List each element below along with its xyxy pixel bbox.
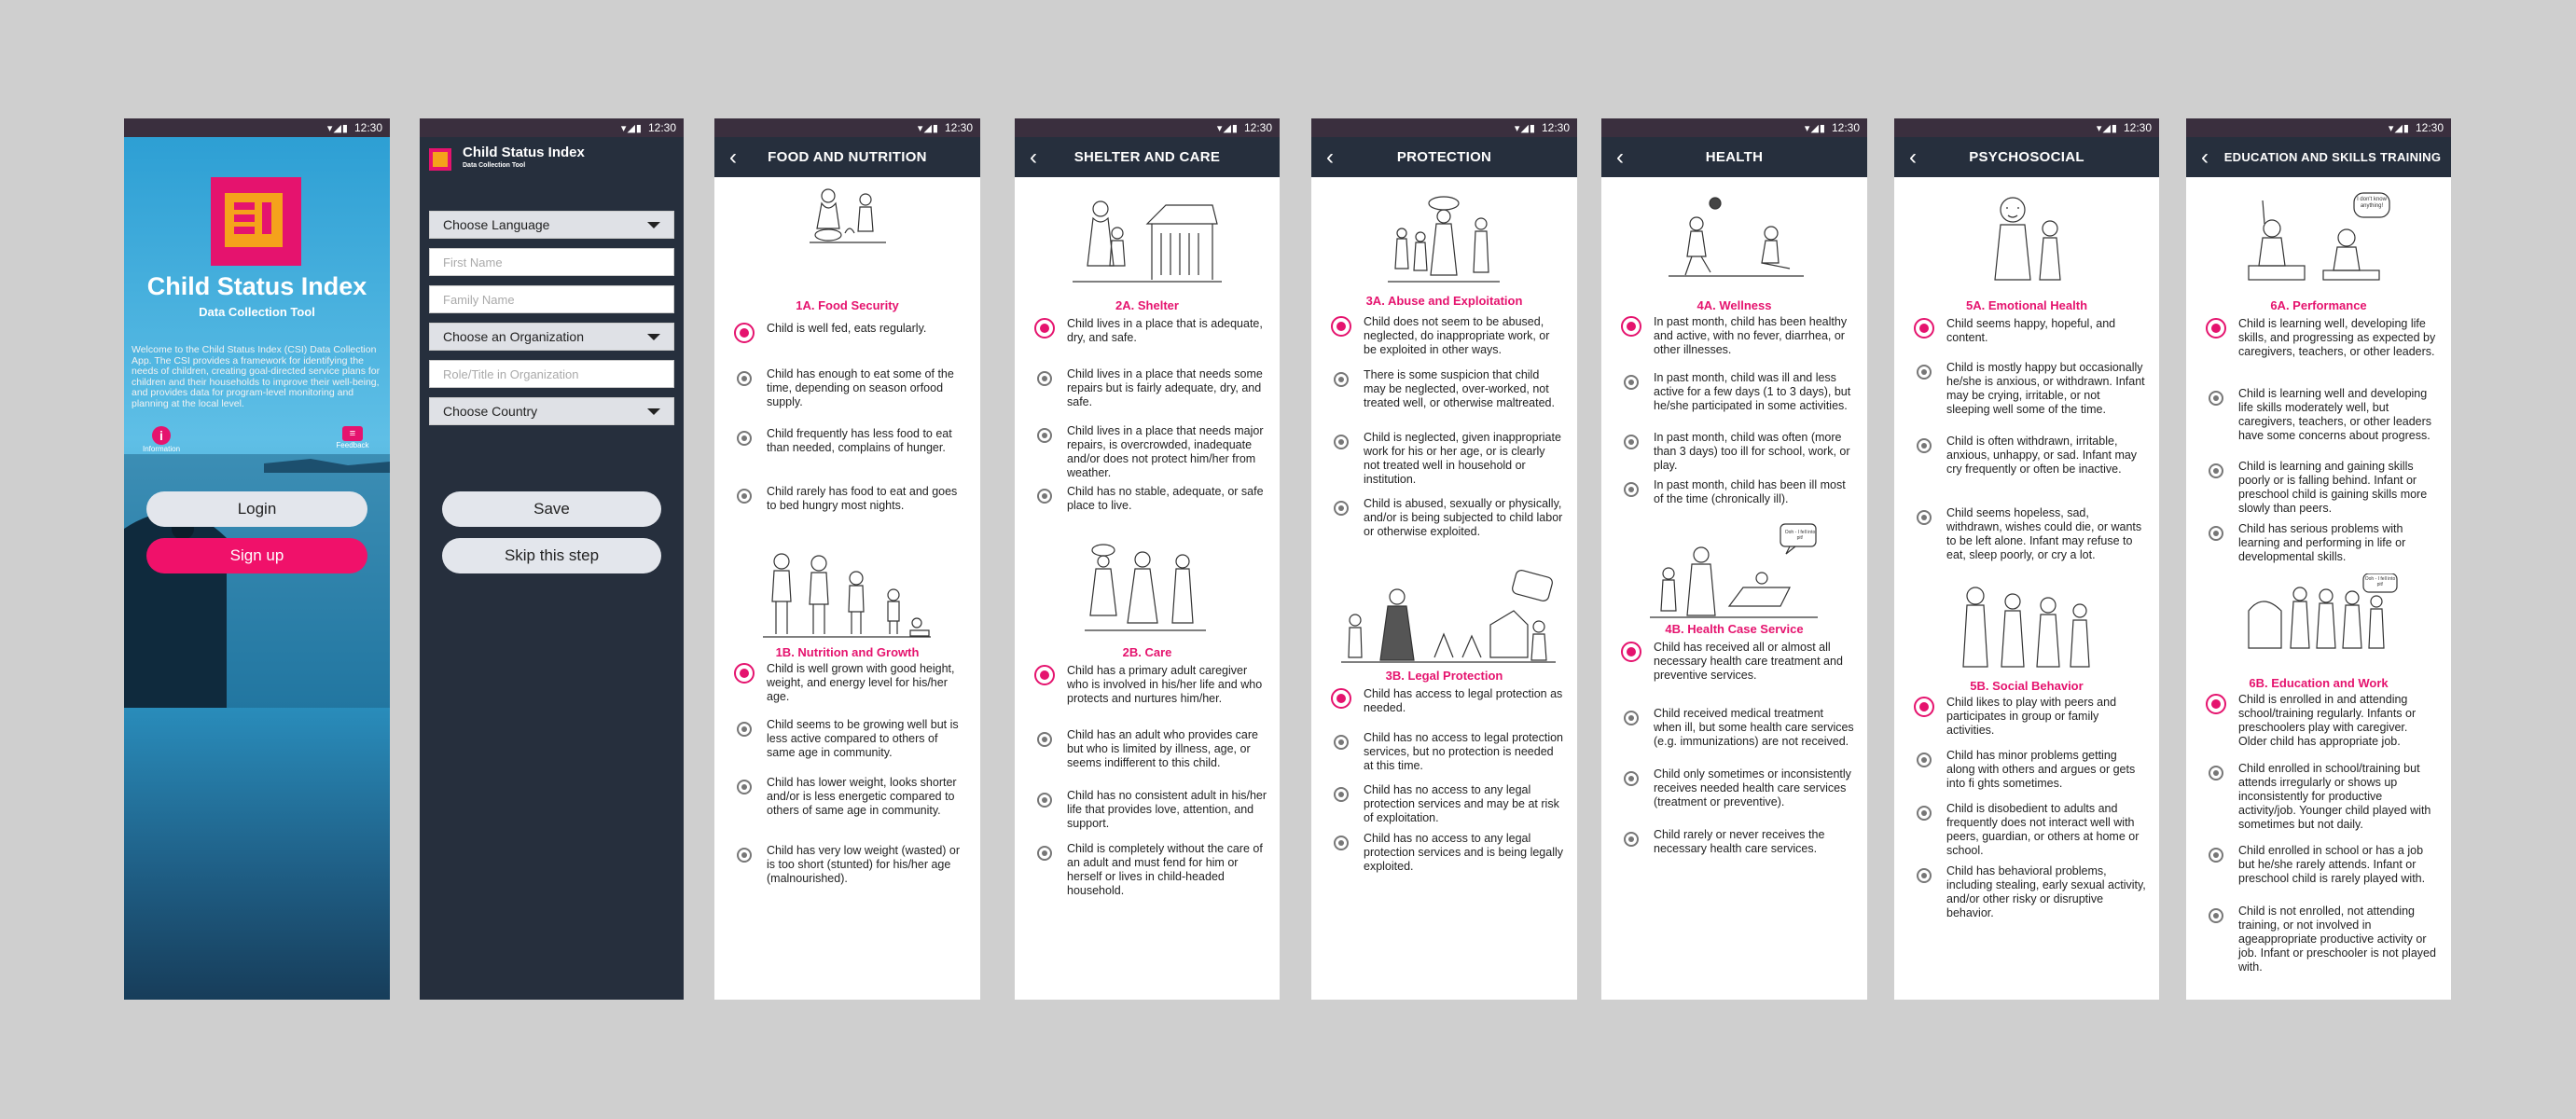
radio-selected[interactable]: [1914, 697, 1934, 717]
option-row[interactable]: In past month, child has been ill most of the time (chronically ill).: [1624, 478, 1854, 506]
option-row[interactable]: Child has an adult who provides care but who is limited by illness, age, or seems indifferent to this child.: [1037, 728, 1267, 770]
option-row[interactable]: Child seems hopeless, sad, withdrawn, wishes could die, or wants to be left alone. Infant may refuse to eat, sleep poorly, or cry a lot.: [1917, 506, 2146, 562]
intro-text: Welcome to the Child Status Index (CSI) Data Collection App. The CSI provides a framework for identifying the needs of children, creating goal-directed service plans for children and their households to improve their well-being, and provides data for program-level monitoring and planning at the local level.: [132, 344, 381, 409]
option-row[interactable]: Child has behavioral problems, including stealing, early sexual activity, and/or other risky or disruptive behavior.: [1917, 864, 2146, 920]
option-row[interactable]: In past month, child was often (more than 3 days) too ill for school, work, or play.: [1624, 431, 1854, 473]
nutrition-growth-illustration: [763, 550, 931, 639]
option-row[interactable]: Child has minor problems getting along with others and argues or gets into fi ghts sometimes.: [1917, 749, 2146, 791]
radio[interactable]: [1334, 435, 1349, 449]
chevron-down-icon: [647, 222, 660, 228]
feedback-button[interactable]: ≡ Feedback: [336, 428, 369, 449]
radio-selected[interactable]: [734, 323, 755, 343]
care-illustration: [1085, 541, 1206, 634]
radio-selected[interactable]: [1034, 665, 1055, 685]
radio[interactable]: [737, 848, 752, 863]
option-row[interactable]: Child is learning and gaining skills poorly or is falling behind. Infant or preschool child is gaining skills more slowly than peers.: [2209, 460, 2438, 516]
option-row[interactable]: Child has no access to any legal protection services and may be at risk of exploitation.: [1334, 783, 1564, 825]
signal-icons: ▾◢▮: [620, 122, 643, 134]
country-select[interactable]: Choose Country: [429, 397, 674, 425]
protection-screen: [1311, 118, 1577, 1000]
radio[interactable]: [1917, 868, 1932, 883]
radio[interactable]: [1037, 489, 1052, 504]
option-row[interactable]: Child rarely has food to eat and goes to bed hungry most nights.: [737, 485, 967, 513]
radio[interactable]: [1917, 438, 1932, 453]
radio[interactable]: [1037, 428, 1052, 443]
section-title: 3B. Legal Protection: [1385, 669, 1503, 683]
family-name-field[interactable]: Family Name: [429, 285, 674, 313]
education-screen: [2186, 118, 2451, 1000]
abuse-exploitation-illustration: [1388, 196, 1500, 284]
radio-selected[interactable]: [1914, 318, 1934, 338]
app-bar: [1015, 137, 1280, 177]
option-row[interactable]: Child only sometimes or inconsistently receives needed health care services (treatment or preventive).: [1624, 767, 1854, 809]
option-row[interactable]: Child is completely without the care of an adult and must fend for him or herself or lives in child-headed household.: [1037, 842, 1267, 898]
radio[interactable]: [2209, 463, 2223, 478]
option-row[interactable]: Child has serious problems with learning and performing in life or developmental skills.: [2209, 522, 2438, 564]
radio[interactable]: [1624, 832, 1639, 847]
setup-header-subtitle: Data Collection Tool: [463, 162, 526, 169]
radio[interactable]: [1624, 771, 1639, 786]
option-row[interactable]: Child has no consistent adult in his/her life that provides love, attention, and support.: [1037, 789, 1267, 831]
radio[interactable]: [1624, 435, 1639, 449]
option-row[interactable]: Child has no access to any legal protection services and is being legally exploited.: [1334, 832, 1564, 874]
radio[interactable]: [2209, 908, 2223, 923]
food-nutrition-screen: [714, 118, 980, 1000]
radio[interactable]: [1037, 732, 1052, 747]
radio[interactable]: [1624, 711, 1639, 725]
organization-select[interactable]: Choose an Organization: [429, 323, 674, 351]
radio-selected[interactable]: [1331, 688, 1351, 709]
status-bar: ▾◢▮ 12:30: [2186, 118, 2451, 137]
section-title: 6A. Performance: [2270, 298, 2367, 312]
section-title: 2A. Shelter: [1115, 298, 1179, 312]
setup-screen: [420, 118, 684, 1000]
app-subtitle: Data Collection Tool: [199, 305, 315, 319]
status-bar: ▾◢▮ 12:30: [1311, 118, 1577, 137]
back-arrow-icon[interactable]: ‹: [2201, 145, 2209, 170]
radio[interactable]: [737, 489, 752, 504]
option-row[interactable]: Child seems to be growing well but is less active compared to others of same age in community.: [737, 718, 967, 760]
radio[interactable]: [1917, 806, 1932, 821]
legal-protection-illustration: [1341, 569, 1556, 667]
signal-icons: ▾◢▮: [1216, 122, 1239, 134]
option-row[interactable]: Child is enrolled in and attending school/training regularly. Infants or preschoolers play with caregiver. Older child has appropriate job.: [2209, 693, 2438, 749]
signal-icons: ▾◢▮: [1514, 122, 1536, 134]
section-title: 4B. Health Case Service: [1665, 622, 1804, 636]
signal-icons: ▾◢▮: [1804, 122, 1826, 134]
feedback-icon: ≡: [342, 426, 363, 441]
radio[interactable]: [737, 431, 752, 446]
radio-selected[interactable]: [1034, 318, 1055, 338]
radio[interactable]: [2209, 391, 2223, 406]
status-bar: ▾◢▮ 12:30: [1015, 118, 1280, 137]
option-row[interactable]: Child lives in a place that needs some repairs but is fairly adequate, dry, and safe.: [1037, 367, 1267, 409]
back-arrow-icon[interactable]: ‹: [1909, 145, 1917, 170]
signal-icons: ▾◢▮: [917, 122, 939, 134]
shelter-illustration: [1073, 196, 1222, 284]
radio[interactable]: [2209, 848, 2223, 863]
radio[interactable]: [1334, 735, 1349, 750]
signal-icons: ▾◢▮: [326, 122, 349, 134]
shelter-care-screen: [1015, 118, 1280, 1000]
option-row[interactable]: Child is well fed, eats regularly.: [737, 322, 967, 343]
radio-selected[interactable]: [2206, 318, 2226, 338]
radio[interactable]: [1624, 375, 1639, 390]
language-select[interactable]: Choose Language: [429, 211, 674, 239]
option-row[interactable]: Child is learning well, developing life skills, and progressing as expected by caregivers, teachers, or other leaders.: [2209, 317, 2438, 359]
back-arrow-icon[interactable]: ‹: [1616, 145, 1624, 170]
radio[interactable]: [1917, 365, 1932, 380]
psychosocial-screen: [1894, 118, 2159, 1000]
option-row[interactable]: Child has a primary adult caregiver who is involved in his/her life and who protects and nurtures him/her.: [1037, 664, 1267, 706]
radio[interactable]: [2209, 526, 2223, 541]
option-row[interactable]: Child is disobedient to adults and frequently does not interact well with peers, guardian, or others at home or school.: [1917, 802, 2146, 858]
screen-title: FOOD AND NUTRITION: [768, 149, 927, 165]
speech-bubble-text: Ooh - I fell into pit!: [2364, 576, 2396, 587]
app-bar: [1311, 137, 1577, 177]
setup-header-title: Child Status Index: [463, 145, 585, 160]
option-row[interactable]: Child seems happy, hopeful, and content.: [1917, 317, 2146, 345]
option-row[interactable]: Child received medical treatment when ill, but some health care services (e.g. immunizations) are not received.: [1624, 707, 1854, 749]
option-row[interactable]: Child is learning well and developing life skills moderately well, but caregivers, teachers, or other leaders have some concerns about progress.: [2209, 387, 2438, 443]
status-bar: ▾◢▮ 12:30: [714, 118, 980, 137]
screen-title: PROTECTION: [1396, 149, 1492, 165]
radio-selected[interactable]: [1621, 316, 1641, 337]
section-title: 4A. Wellness: [1697, 298, 1772, 312]
radio[interactable]: [1917, 510, 1932, 525]
radio[interactable]: [1334, 501, 1349, 516]
info-icon: i: [152, 426, 171, 445]
csi-logo: [211, 177, 301, 266]
radio-selected[interactable]: [2206, 694, 2226, 714]
section-title: 2B. Care: [1122, 645, 1172, 659]
radio[interactable]: [1334, 836, 1349, 850]
csi-logo-small: [429, 148, 451, 171]
option-row[interactable]: Child likes to play with peers and participates in group or family activities.: [1917, 696, 2146, 738]
option-row[interactable]: Child has lower weight, looks shorter and/or is less energetic compared to others of same age in community.: [737, 776, 967, 818]
screen-content: [714, 177, 980, 1000]
status-bar: ▾◢▮ 12:30: [124, 118, 390, 137]
radio[interactable]: [1917, 753, 1932, 767]
radio[interactable]: [1037, 371, 1052, 386]
radio[interactable]: [2209, 766, 2223, 781]
section-title: 6B. Education and Work: [2249, 676, 2389, 690]
option-row[interactable]: Child is abused, sexually or physically, and/or is being subjected to child labor or otherwise exploited.: [1334, 497, 1564, 539]
status-bar: ▾◢▮ 12:30: [420, 118, 684, 137]
skip-button[interactable]: Skip this step: [442, 538, 661, 573]
radio[interactable]: [737, 780, 752, 794]
radio[interactable]: [1334, 787, 1349, 802]
wellness-illustration: [1669, 196, 1804, 280]
radio[interactable]: [1037, 846, 1052, 861]
screen-content: [1601, 177, 1867, 1000]
speech-bubble-text: I don't know anything!: [2357, 197, 2387, 209]
chevron-down-icon: [647, 334, 660, 340]
food-security-illustration: [808, 186, 887, 250]
section-title: 1B. Nutrition and Growth: [775, 645, 920, 659]
option-row[interactable]: Child lives in a place that is adequate, dry, and safe.: [1037, 317, 1267, 345]
section-title: 1A. Food Security: [796, 298, 899, 312]
screen-title: PSYCHOSOCIAL: [1969, 149, 2084, 165]
setup-header: [420, 137, 684, 177]
app-bar: [2186, 137, 2451, 177]
back-arrow-icon[interactable]: ‹: [729, 145, 737, 170]
radio[interactable]: [1624, 482, 1639, 497]
login-button[interactable]: Login: [146, 491, 367, 527]
chevron-down-icon: [647, 408, 660, 415]
screen-content: [1311, 177, 1577, 1000]
screen-title: EDUCATION AND SKILLS TRAINING: [2223, 150, 2442, 164]
option-row[interactable]: There is some suspicion that child may be neglected, over-worked, not treated well, or otherwise maltreated.: [1334, 368, 1564, 410]
signal-icons: ▾◢▮: [2388, 122, 2410, 134]
option-row[interactable]: Child has no stable, adequate, or safe place to live.: [1037, 485, 1267, 513]
option-row[interactable]: Child enrolled in school/training but attends irregularly or shows up inconsistently for productive activity/job. Younger child played with sometimes but not daily.: [2209, 762, 2438, 832]
status-bar: ▾◢▮ 12:30: [1894, 118, 2159, 137]
status-bar: ▾◢▮ 12:30: [1601, 118, 1867, 137]
app-bar: [1894, 137, 2159, 177]
option-row[interactable]: Child has received all or almost all necessary health care treatment and preventive services.: [1624, 641, 1854, 683]
back-arrow-icon[interactable]: ‹: [1326, 145, 1334, 170]
setup-form: [420, 177, 684, 1000]
app-bar: [1601, 137, 1867, 177]
health-screen: [1601, 118, 1867, 1000]
section-title: 3A. Abuse and Exploitation: [1365, 294, 1523, 308]
option-row[interactable]: Child has access to legal protection as needed.: [1334, 687, 1564, 715]
section-title: 5A. Emotional Health: [1965, 298, 2088, 312]
option-row[interactable]: Child is well grown with good height, weight, and energy level for his/her age.: [737, 662, 967, 704]
section-title: 5B. Social Behavior: [1970, 679, 2084, 693]
option-row[interactable]: Child lives in a place that needs major repairs, is overcrowded, inadequate and/or does not protect him/her from weather.: [1037, 424, 1267, 480]
option-row[interactable]: Child is neglected, given inappropriate work for his or her age, or is clearly not treated well in household or institution.: [1334, 431, 1564, 487]
signup-button[interactable]: Sign up: [146, 538, 367, 573]
option-row[interactable]: Child enrolled in school or has a job but he/she rarely attends. Infant or preschool child is rarely played with.: [2209, 844, 2438, 886]
screen-title: SHELTER AND CARE: [1073, 149, 1221, 165]
radio-selected[interactable]: [1621, 642, 1641, 662]
option-row[interactable]: In past month, child has been healthy and active, with no fever, diarrhea, or other illnesses.: [1624, 315, 1854, 357]
option-row[interactable]: Child has no access to legal protection services, but no protection is needed at this time.: [1334, 731, 1564, 773]
back-arrow-icon[interactable]: ‹: [1030, 145, 1037, 170]
option-row[interactable]: Child has very low weight (wasted) or is too short (stunted) for his/her age (malnourished).: [737, 844, 967, 886]
option-row[interactable]: Child has enough to eat some of the time, depending on season orfood supply.: [737, 367, 967, 409]
app-title: Child Status Index: [146, 272, 367, 300]
emotional-health-illustration: [1980, 191, 2073, 284]
information-button[interactable]: i Information: [143, 428, 181, 453]
radio[interactable]: [737, 371, 752, 386]
radio[interactable]: [737, 722, 752, 737]
speech-bubble-text: Ooh - I fell into pit!: [1784, 530, 1816, 541]
screen-content: [1894, 177, 2159, 1000]
option-row[interactable]: In past month, child was ill and less active for a few days (1 to 3 days), but he/she participated in some activities.: [1624, 371, 1854, 413]
option-row[interactable]: Child is not enrolled, not attending training, or not involved in ageappropriate productive activity or job. Infant or preschooler is not played with.: [2209, 905, 2438, 974]
signal-icons: ▾◢▮: [2096, 122, 2118, 134]
radio-selected[interactable]: [1331, 316, 1351, 337]
screen-title: HEALTH: [1705, 149, 1764, 165]
radio[interactable]: [1037, 793, 1052, 808]
option-row[interactable]: Child is often withdrawn, irritable, anxious, unhappy, or sad. Infant may cry frequently or often be inactive.: [1917, 435, 2146, 477]
role-field[interactable]: Role/Title in Organization: [429, 360, 674, 388]
option-row[interactable]: Child does not seem to be abused, neglected, do inappropriate work, or be exploited in other ways.: [1334, 315, 1564, 357]
radio[interactable]: [1334, 372, 1349, 387]
option-row[interactable]: Child rarely or never receives the necessary health care services.: [1624, 828, 1854, 856]
first-name-field[interactable]: First Name: [429, 248, 674, 276]
save-button[interactable]: Save: [442, 491, 661, 527]
social-behavior-illustration: [1957, 583, 2097, 671]
app-bar: [714, 137, 980, 177]
screen-content: [1015, 177, 1280, 1000]
radio-selected[interactable]: [734, 663, 755, 684]
option-row[interactable]: Child is mostly happy but occasionally he/she is anxious, or withdrawn. Infant may be crying, irritable, or not sleeping well some of the time.: [1917, 361, 2146, 417]
screen-content: [2186, 177, 2451, 1000]
option-row[interactable]: Child frequently has less food to eat than needed, complains of hunger.: [737, 427, 967, 455]
welcome-screen: [124, 118, 390, 1000]
